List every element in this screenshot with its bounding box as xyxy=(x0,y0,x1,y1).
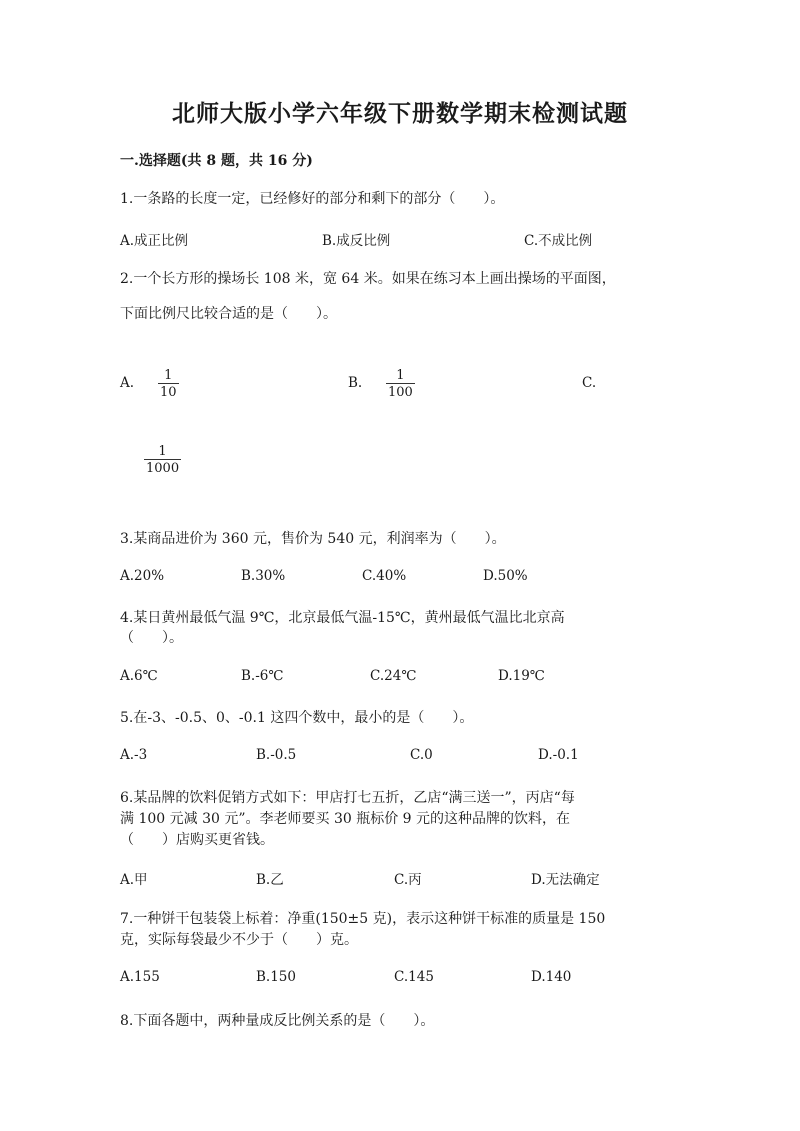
q4-option-c: C.24℃ xyxy=(370,668,417,684)
fraction-denominator: 1000 xyxy=(146,461,180,476)
q5-option-a: A.-3 xyxy=(120,747,148,763)
question-2-line-1: 2.一个长方形的操场长 108 米，宽 64 米。如果在练习本上画出操场的平面图， xyxy=(120,271,616,287)
question-4-line-2: （ ）。 xyxy=(120,630,183,646)
q6-option-c: C.丙 xyxy=(394,872,422,888)
q7-option-c: C.145 xyxy=(394,969,434,985)
q4-option-d: D.19℃ xyxy=(498,668,545,684)
q6-option-b: B.乙 xyxy=(256,872,284,888)
fraction-denominator: 100 xyxy=(388,385,413,400)
q6-option-d: D.无法确定 xyxy=(531,872,600,888)
question-2-line-2: 下面比例尺比较合适的是（ ）。 xyxy=(120,306,337,322)
q5-option-d: D.-0.1 xyxy=(538,747,579,763)
question-5: 5.在-3、-0.5、0、-0.1 这四个数中，最小的是（ ）。 xyxy=(120,710,474,726)
q2-option-c-label: C. xyxy=(582,375,597,391)
q6-option-a: A.甲 xyxy=(120,872,148,888)
q5-option-b: B.-0.5 xyxy=(256,747,297,763)
q2-option-b-fraction xyxy=(386,368,415,400)
question-3: 3.某商品进价为 360 元，售价为 540 元，利润率为（ ）。 xyxy=(120,531,506,547)
question-1: 1.一条路的长度一定，已经修好的部分和剩下的部分（ ）。 xyxy=(120,191,505,207)
q1-option-c: C.不成比例 xyxy=(524,233,593,249)
q2-option-c-fraction xyxy=(144,444,181,476)
q3-option-c: C.40% xyxy=(362,568,407,584)
question-6-line-3: （ ）店购买更省钱。 xyxy=(120,832,274,848)
q7-option-a: A.155 xyxy=(120,969,160,985)
question-8: 8.下面各题中，两种量成反比例关系的是（ ）。 xyxy=(120,1013,435,1029)
question-6-line-1: 6.某品牌的饮料促销方式如下：甲店打七五折，乙店“满三送一”，丙店“每 xyxy=(120,790,575,806)
q4-option-b: B.-6℃ xyxy=(241,668,284,684)
section-heading: 一.选择题(共 8 题，共 16 分) xyxy=(120,153,313,169)
fraction-numerator: 1 xyxy=(396,368,405,383)
question-7-line-2: 克，实际每袋最少不少于（ ）克。 xyxy=(120,932,358,948)
q2-option-a-fraction xyxy=(158,368,179,400)
q2-option-a-label: A. xyxy=(120,375,135,391)
fraction-numerator: 1 xyxy=(164,368,173,383)
page-title: 北师大版小学六年级下册数学期末检测试题 xyxy=(172,100,628,127)
question-6-line-2: 满 100 元减 30 元”。李老师要买 30 瓶标价 9 元的这种品牌的饮料，在 xyxy=(120,811,571,827)
question-7-line-1: 7.一种饼干包装袋上标着：净重(150±5 克)，表示这种饼干标准的质量是 150 xyxy=(120,911,606,927)
q1-option-b: B.成反比例 xyxy=(322,233,391,249)
q4-option-a: A.6℃ xyxy=(120,668,158,684)
fraction-numerator: 1 xyxy=(158,444,167,459)
q2-option-b-label: B. xyxy=(348,375,363,391)
question-4-line-1: 4.某日黄州最低气温 9℃，北京最低气温-15℃，黄州最低气温比北京高 xyxy=(120,610,565,626)
q3-option-b: B.30% xyxy=(241,568,286,584)
fraction-denominator: 10 xyxy=(160,385,177,400)
q1-option-a: A.成正比例 xyxy=(120,233,189,249)
q5-option-c: C.0 xyxy=(410,747,433,763)
q7-option-d: D.140 xyxy=(531,969,572,985)
q7-option-b: B.150 xyxy=(256,969,296,985)
q3-option-a: A.20% xyxy=(120,568,165,584)
q3-option-d: D.50% xyxy=(483,568,528,584)
